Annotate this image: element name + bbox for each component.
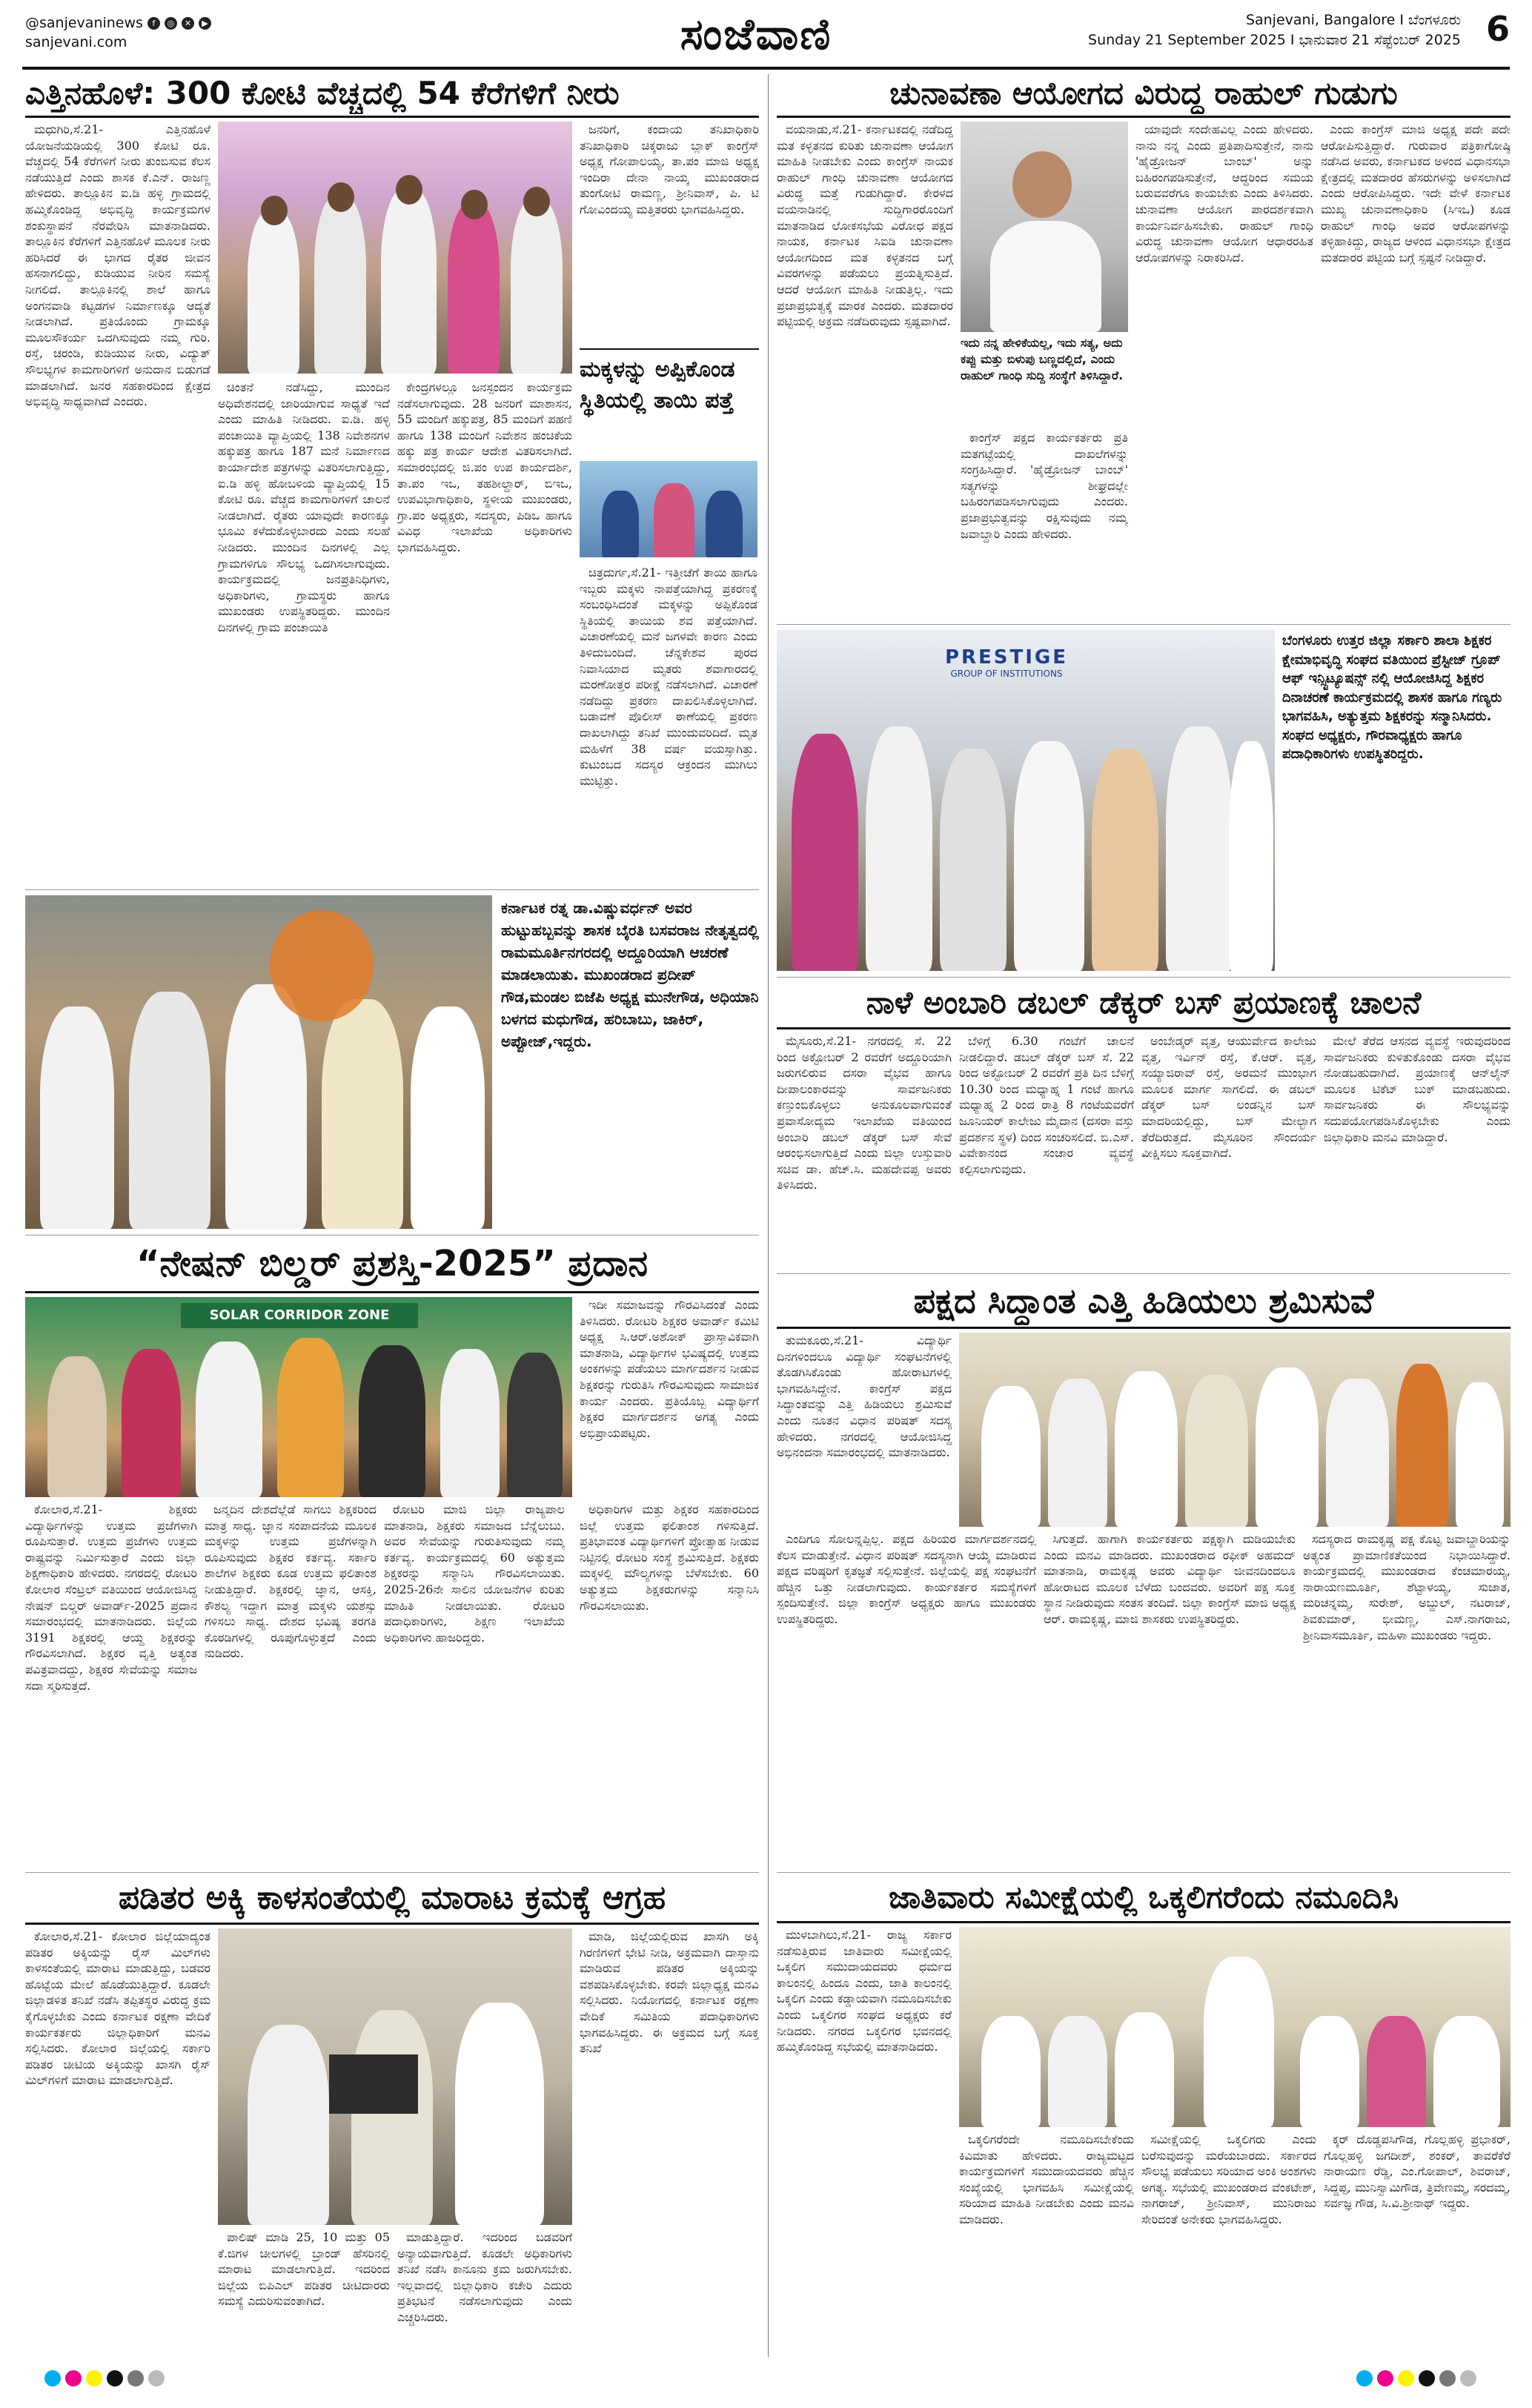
side-story-box	[580, 348, 759, 885]
article-col-caste-survey-4	[1324, 2132, 1511, 2358]
banner-line2: GROUP OF INSTITUTIONS	[950, 669, 1063, 679]
article-col-nation-builder-4	[580, 1502, 759, 1868]
youtube-icon[interactable]: ▶	[199, 17, 211, 30]
article-col-party-ideology-2	[1044, 1531, 1296, 1868]
article-headline-nation-builder: “ನೇಷನ್ ಬಿಲ್ಡರ್ ಪ್ರಶಸ್ತಿ-2025” ಪ್ರದಾನ	[136, 1243, 649, 1284]
photo-caption-birthday: ಕರ್ನಾಟಕ ರತ್ನ ಡಾ.ವಿಷ್ಣುವರ್ಧನ್ ಅವರ ಹುಟ್ಟುಹಬ್ಬವನ್ನು ಶಾಸಕ ಬೈರತಿ ಬಸವರಾಜ ನೇತೃತ್ವದಲ್ಲಿ ರಾಮಮೂರ್ತಿನಗರದಲ್ಲಿ ಅದ್ದೂರಿಯಾಗಿ ಆಚರಣೆ ಮಾಡಲಾಯಿತು. ಮುಖಂಡರಾದ ಪ್ರದೀಪ್ ಗೌಡ,ಮಂಡಲ ಬಿಜೆಪಿ ಅಧ್ಯಕ್ಷ ಮುನೇಗೌಡ, ಅಧಿಯಾನಿ ಬಳಗದ ಮಧುಗೌಡ, ಹರಿಬಾಬು, ಜಾಕಿರ್, ಅಪ್ಪೋಜ್,ಇದ್ದರು.	[501, 899, 759, 1050]
article-headline-party-ideology: ಪಕ್ಷದ ಸಿದ್ಧಾಂತ ಎತ್ತಿ ಹಿಡಿಯಲು ಶ್ರಮಿಸುವೆ	[913, 1281, 1374, 1321]
article-text: ಒಕ್ಕಲಿಗರೆಂದೇ ನಮೂದಿಸಬೇಕೆಂದು ಕಿವಿಮಾತು ಹೇಳಿದರು. ರಾಜ್ಯಮಟ್ಟದ ಕಾರ್ಯಕ್ರಮಗಳಿಗೆ ಸಮುದಾಯದವರು ಹೆಚ್ಚಿನ ಸಂಖ್ಯೆಯಲ್ಲಿ ಭಾಗವಹಿಸಿ ಸಮೀಕ್ಷೆಯಲ್ಲಿ ಸರಿಯಾದ ಮಾಹಿತಿ ನೀಡಬೇಕು ಎಂದು ಮನವಿ ಮಾಡಿದರು.	[959, 2132, 1134, 2226]
headline-rule	[777, 116, 1511, 118]
cyan-dot	[44, 2370, 61, 2387]
issue-date: Sunday 21 September 2025 I ಭಾನುವಾರ 21 ಸೆಪ್ಟೆಂಬರ್ 2025	[1088, 32, 1461, 48]
article-col-ration-rice-3	[397, 2229, 572, 2358]
article-text: ಸದಸ್ಯರಾದ ರಾಮಕೃಷ್ಣ ಪಕ್ಷ ಕೊಟ್ಟ ಜವಾಬ್ದಾರಿಯನ್ನು ಅತ್ಯಂತ ಪ್ರಾಮಾಣಿಕತೆಯಿಂದ ನಿಭಾಯಿಸಿದ್ದಾರೆ. ಕಾರ್ಯಕ್ರಮದಲ್ಲಿ ಮುಖಂಡರಾದ ಕೆಂಚಮಾರಯ್ಯ, ನಾರಾಯಣಮೂರ್ತಿ, ಶೆಟ್ಟಾಳಯ್ಯ, ಸುಜಾತ, ಮರಿಚನ್ನಮ್ಮ, ಸುರೇಶ್, ಅಬ್ದುಲ್, ನಟರಾಜ್, ಶಿವಕುಮಾರ್, ಭೀಮಣ್ಣ, ಎಸ್.ನಾಗರಾಜು, ಶ್ರೀನಿವಾಸಮೂರ್ತಿ, ಮಹಿಳಾ ಮುಖಂಡರು ಇದ್ದರು.	[1303, 1532, 1511, 1642]
social-handle: @sanjevaninews	[25, 15, 143, 31]
article-col-caste-survey-3	[1141, 2132, 1316, 2358]
side-story-title: ಮಕ್ಕಳನ್ನು ಅಪ್ಪಿಕೊಂಡ ಸ್ಥಿತಿಯಲ್ಲಿ ತಾಯಿ ಪತ್ತೆ	[580, 356, 735, 414]
color-registration-left	[44, 2370, 165, 2387]
website-link[interactable]: sanjevani.com	[25, 34, 127, 50]
photo-banner-text: SOLAR CORRIDOR ZONE	[181, 1303, 418, 1328]
article-col-double-decker-3	[1141, 1033, 1316, 1269]
article-text: ಪಾಲಿಷ್ ಮಾಡಿ 25, 10 ಮತ್ತು 05 ಕೆ.ಜಿಗಳ ಚೀಲಗಳಲ್ಲಿ ಬ್ರಾಂಡ್ ಹೆಸರಿನಲ್ಲಿ ಮಾರಾಟ ಮಾಡಲಾಗುತ್ತಿದೆ. ಇದರಿಂದ ಜಿಲ್ಲೆಯ ಬಿಪಿಎಲ್ ಪಡಿತರ ಚೀಟಿದಾರರು ಸಮಸ್ಯೆ ಎದುರಿಸುವಂತಾಗಿದೆ.	[218, 2230, 390, 2309]
article-text: ಎಂದು ಕಾಂಗ್ರೆಸ್ ಮಾಜಿ ಅಧ್ಯಕ್ಷ ಪದೇ ಪದೇ ಆರೋಪಿಸುತ್ತಿದ್ದಾರೆ. ಗುರುವಾರ ಪತ್ರಿಕಾಗೋಷ್ಠಿ ನಡೆಸಿದ ಅವರು, ಕರ್ನಾಟಕದ ಅಳಂದ ವಿಧಾನಸಭಾ ಕ್ಷೇತ್ರದಲ್ಲಿ ಮತದಾರರ ಹೆಸರುಗಳನ್ನು ಅಳಿಸಲಾಗಿದೆ ಎಂದು ಆರೋಪಿಸಿದ್ದರು. ಇದೇ ವೇಳೆ ಕರ್ನಾಟಕ ಮುಖ್ಯ ಚುನಾವಣಾಧಿಕಾರಿ (ಸಿಇಒ) ಕೂಡ ರಾಹುಲ್ ಗಾಂಧಿ ಅವರ ಆರೋಪಗಳನ್ನು ತಳ್ಳಿಹಾಕಿದ್ದು, ರಾಜ್ಯದ ಆಳಂದ ವಿಧಾನಸಭಾ ಕ್ಷೇತ್ರದ ಮತದಾರರ ಪಟ್ಟಿಯ ಬಗ್ಗೆ ಸ್ಪಷ್ಟನೆ ನೀಡಿದ್ದಾರೆ.	[1321, 122, 1511, 265]
article-col-ration-rice-4	[580, 1928, 759, 2358]
headline-rule	[25, 1923, 759, 1925]
article-photo-felicitation	[959, 1333, 1511, 1527]
article-text: ಇದೀ ಸಮಾಜವನ್ನು ಗೌರವಿಸಿದಂತೆ ಎಂದು ತಿಳಿಸಿದರು. ರೋಟರಿ ಶಿಕ್ಷಕರ ಅವಾರ್ಡ್ ಕಮಿಟಿ ಅಧ್ಯಕ್ಷ ಸಿ.ಆರ್.ಅಶೋಕ್ ಪ್ರಾಸ್ತಾವಿಕವಾಗಿ ಮಾತನಾಡಿ, ವಿದ್ಯಾರ್ಥಿಗಳ ಭವಿಷ್ಯದಲ್ಲಿ ಉತ್ತಮ ಅಂಕಗಳನ್ನು ಪಡೆಯಲು ಮಾರ್ಗದರ್ಶನ ನೀಡುವ ಶಿಕ್ಷಕರನ್ನು ಗುರುತಿಸಿ ಗೌರವಿಸುವುದು ಸಾಮಾಜಿಕ ಕಾರ್ಯ ಎಂದರು. ಪ್ರತಿಯೊಬ್ಬ ವಿದ್ಯಾರ್ಥಿಗೆ ಶಿಕ್ಷಕರ ಮಾರ್ಗದರ್ಶನ ಅಗತ್ಯ ಎಂದು ಅಭಿಪ್ರಾಯಪಟ್ಟರು.	[580, 1298, 759, 1440]
article-text: ಎಂದಿಗೂ ಸೋಲನ್ನಪ್ಪಿಲ್ಲ. ಪಕ್ಷದ ಹಿರಿಯರ ಮಾರ್ಗದರ್ಶನದಲ್ಲಿ ಕೆಲಸ ಮಾಡುತ್ತೇನೆ. ವಿಧಾನ ಪರಿಷತ್ ಸದಸ್ಯನಾಗಿ ಆಯ್ಕೆ ಮಾಡಿರುವ ಪಕ್ಷದ ವರಿಷ್ಠರಿಗೆ ಕೃತಜ್ಞತೆ ಸಲ್ಲಿಸುತ್ತೇನೆ. ಜಿಲ್ಲೆಯಲ್ಲಿ ಪಕ್ಷ ಸಂಘಟನೆಗೆ ಹೆಚ್ಚಿನ ಒತ್ತು ನೀಡಲಾಗುವುದು. ಕಾರ್ಯಕರ್ತರ ಸಮಸ್ಯೆಗಳಿಗೆ ಸ್ಪಂದಿಸುತ್ತೇನೆ. ಜಿಲ್ಲಾ ಕಾಂಗ್ರೆಸ್ ಅಧ್ಯಕ್ಷರು ಹಾಗೂ ಮುಖಂಡರು ಉಪಸ್ಥಿತರಿದ್ದರು.	[777, 1532, 1036, 1626]
edition-label: Sanjevani, Bangalore I ಬೆಂಗಳೂರು	[1245, 12, 1461, 28]
article-text: ರೋಟರಿ ಮಾಜಿ ಜಿಲ್ಲಾ ರಾಜ್ಯಪಾಲ ಮಾತನಾಡಿ, ಶಿಕ್ಷಕರು ಸಮಾಜದ ಬೆನ್ನೆಲುಬು. ಅವರ ಸೇವೆಯನ್ನು ಗುರುತಿಸುವುದು ನಮ್ಮ ಕರ್ತವ್ಯ. ಕಾರ್ಯಕ್ರಮದಲ್ಲಿ 60 ಅತ್ಯುತ್ತಮ ಶಿಕ್ಷಕರನ್ನು ಸನ್ಮಾನಿಸಿ ಗೌರವಿಸಲಾಯಿತು. 2025-26ನೇ ಸಾಲಿನ ಯೋಜನೆಗಳ ಕುರಿತು ಮಾಹಿತಿ ನೀಡಲಾಯಿತು. ರೋಟರಿ ಪದಾಧಿಕಾರಿಗಳು, ಶಿಕ್ಷಣ ಇಲಾಖೆಯ ಅಧಿಕಾರಿಗಳು ಹಾಜರಿದ್ದರು.	[384, 1502, 565, 1645]
article-col-double-decker-2	[959, 1033, 1134, 1269]
section-rule	[777, 1872, 1511, 1873]
article-text: ಸಿಗುತ್ತದೆ. ಹಾಗಾಗಿ ಕಾರ್ಯಕರ್ತರು ಪಕ್ಷಕ್ಕಾಗಿ ದುಡಿಯಬೇಕು ಎಂದು ಮನವಿ ಮಾಡಿದರು. ಮುಖಂಡರಾದ ರಫೀಕ್ ಅಹಮದ್ ಮಾತನಾಡಿ, ರಾಮಕೃಷ್ಣ ಅವರು ವಿದ್ಯಾರ್ಥಿ ಜೀವನದಿಂದಲೂ ಹೋರಾಟದ ಮೂಲಕ ಬೆಳೆದು ಬಂದವರು. ಅವರಿಗೆ ಪಕ್ಷ ಸೂಕ್ತ ಸ್ಥಾನ ನೀಡಿರುವುದು ಸಂತಸ ತಂದಿದೆ. ಜಿಲ್ಲಾ ಕಾಂಗ್ರೆಸ್ ಮಾಜಿ ಅಧ್ಯಕ್ಷ ಆರ್. ರಾಮಕೃಷ್ಣ, ಮಾಜಿ ಶಾಸಕರು ಉಪಸ್ಥಿತರಿದ್ದರು.	[1044, 1532, 1296, 1626]
headline-rule	[25, 1291, 759, 1293]
photo-caption-rahul: ಇದು ನನ್ನ ಹೇಳಿಕೆಯಲ್ಲ, ಇದು ಸತ್ಯ, ಅದು ಕಪ್ಪು ಮತ್ತು ಬಿಳುಪು ಬಣ್ಣದಲ್ಲಿದೆ, ಎಂದು ರಾಹುಲ್ ಗಾಂಧಿ ಸುದ್ದಿ ಸಂಸ್ಥೆಗೆ ತಿಳಿಸಿದ್ದಾರೆ.	[961, 336, 1124, 382]
article-photo-award	[25, 1297, 572, 1497]
gray-dot	[1439, 2370, 1456, 2387]
cyan-dot	[1356, 2370, 1373, 2387]
article-col-rahul-1	[777, 122, 953, 618]
magenta-dot	[1377, 2370, 1393, 2387]
article-text: ಕೋಲಾರ,ಸೆ.21- ಶಿಕ್ಷಕರು ವಿದ್ಯಾರ್ಥಿಗಳನ್ನು ಉತ್ತಮ ಪ್ರಜೆಗಳಾಗಿ ರೂಪಿಸುತ್ತಾರೆ. ಉತ್ತಮ ಪ್ರಜೆಗಳು ಉತ್ತಮ ರಾಷ್ಟ್ರವನ್ನು ನಿರ್ಮಿಸುತ್ತಾರೆ ಎಂದು ಜಿಲ್ಲಾ ಶಿಕ್ಷಣಾಧಿಕಾರಿ ಹೇಳಿದರು. ನಗರದಲ್ಲಿ ರೋಟರಿ ಕೋಲಾರ ಸೆಂಟ್ರಲ್ ವತಿಯಿಂದ ಆಯೋಜಿಸಿದ್ದ ನೇಷನ್ ಬಿಲ್ಡರ್ ಅವಾರ್ಡ್-2025 ಪ್ರದಾನ ಸಮಾರಂಭದಲ್ಲಿ ಮಾತನಾಡಿದರು. ಜಿಲ್ಲೆಯ 3191 ಶಿಕ್ಷಕರಲ್ಲಿ ಆಯ್ದ ಶಿಕ್ಷಕರನ್ನು ಗೌರವಿಸಲಾಗಿದೆ. ಶಿಕ್ಷಕರ ವೃತ್ತಿ ಅತ್ಯಂತ ಪವಿತ್ರವಾದದ್ದು, ಶಿಕ್ಷಕರ ಸೇವೆಯನ್ನು ಸಮಾಜ ಸದಾ ಸ್ಮರಿಸುತ್ತದೆ.	[25, 1502, 197, 1693]
header-rule	[22, 67, 1510, 70]
article-text: ಜನರಿಗೆ, ಕಂದಾಯ ತನಿಖಾಧಿಕಾರಿ ತನಿಖಾಧಿಕಾರಿ ಚಿಕ್ಕರಾಜು ಬ್ಲಾಕ್ ಕಾಂಗ್ರೆಸ್ ಅಧ್ಯಕ್ಷ ಗೋಪಾಲಯ್ಯ, ತಾ.ಪಂ ಮಾಜಿ ಅಧ್ಯಕ್ಷ ಇಂದಿರಾ ದೇನಾ ನಾಯ್ಕ ಮುಖಂಡರಾದ ತುಂಗೋಟಿ ರಾಮಣ್ಣ, ಶ್ರೀನಿವಾಸ್, ಪಿ. ಟಿ ಗೋವಿಂದಯ್ಯ ಮತ್ತಿತರರು ಭಾಗವಹಿಸಿದ್ದರು.	[580, 122, 759, 216]
article-text: ಮಾಡುತ್ತಿದ್ದಾರೆ. ಇದರಿಂದ ಬಡವರಿಗೆ ಅನ್ಯಾಯವಾಗುತ್ತಿದೆ. ಕೂಡಲೇ ಅಧಿಕಾರಿಗಳು ತನಿಖೆ ನಡೆಸಿ ಕಾನೂನು ಕ್ರಮ ಜರುಗಿಸಬೇಕು. ಇಲ್ಲವಾದಲ್ಲಿ ಜಿಲ್ಲಾಧಿಕಾರಿ ಕಚೇರಿ ಎದುರು ಪ್ರತಿಭಟನೆ ನಡೆಸಲಾಗುವುದು ಎಂದು ಎಚ್ಚರಿಸಿದರು.	[397, 2230, 572, 2324]
article-text: ಮೇಲೆ ತೆರೆದ ಆಸನದ ವ್ಯವಸ್ಥೆ ಇರುವುದರಿಂದ ಸಾರ್ವಜನಿಕರು ಕುಳಿತುಕೊಂಡು ದಸರಾ ವೈಭವ ನೋಡಬಹುದಾಗಿದೆ. ಪ್ರಯಾಣಕ್ಕೆ ಆನ್‌ಲೈನ್ ಮೂಲಕ ಟಿಕೆಟ್ ಬುಕ್ ಮಾಡಬಹುದು. ಸಾರ್ವಜನಿಕರು ಈ ಸೌಲಭ್ಯವನ್ನು ಸದುಪಯೋಗಪಡಿಸಿಕೊಳ್ಳಬೇಕು ಎಂದು ಜಿಲ್ಲಾಧಿಕಾರಿ ಮನವಿ ಮಾಡಿದ್ದಾರೆ.	[1324, 1034, 1511, 1144]
article-text: ಕೇಂದ್ರಗಳಲ್ಲೂ ಜನಸ್ಪಂದನ ಕಾರ್ಯಕ್ರಮ ನಡೆಸಲಾಗುವುದು. 28 ಜನರಿಗೆ ಮಾಶಾಸನ, 55 ಮಂದಿಗೆ ಹಕ್ಕುಪತ್ರ, 85 ಮಂದಿಗೆ ಪಹಣಿ ಹಾಗೂ 138 ಮಂದಿಗೆ ನಿವೇಶನ ಹಂಚಿಕೆಯ ಹಕ್ಕು ಪತ್ರ ಕಾರ್ಯ ಆದೇಶ ವಿತರಿಸಲಾಗಿದೆ. ಸಮಾರಂಭದಲ್ಲಿ ಜಿ.ಪಂ ಉಪ ಕಾರ್ಯದರ್ಶಿ, ತಾ.ಪಂ ಇಒ, ತಹಶೀಲ್ದಾರ್, ಬಿಇಒ, ಉಪವಿಭಾಗಾಧಿಕಾರಿ, ಸ್ಥಳೀಯ ಮುಖಂಡರು, ಗ್ರಾ.ಪಂ ಅಧ್ಯಕ್ಷರು, ಸದಸ್ಯರು, ಪಿಡಿಒ ಹಾಗೂ ವಿವಿಧ ಇಲಾಖೆಯ ಅಧಿಕಾರಿಗಳು ಭಾಗವಹಿಸಿದ್ದರು.	[397, 380, 572, 554]
article-col-ettinahole-3	[397, 379, 572, 883]
masthead-logo: ಸಂಜೆವಾಣಿ	[680, 9, 832, 59]
side-story-photo	[580, 461, 757, 557]
article-text: ಸಮೀಕ್ಷೆಯಲ್ಲಿ ಒಕ್ಕಲಿಗರು ಎಂದು ಬರೆಸುವುದನ್ನು ಮರೆಯಬಾರದು. ಸರ್ಕಾರದ ಸೌಲಭ್ಯ ಪಡೆಯಲು ಸರಿಯಾದ ಅಂಕಿ ಅಂಶಗಳು ಅಗತ್ಯ. ಸಭೆಯಲ್ಲಿ ಮುಖಂಡರಾದ ವೆಂಕಟೇಶ್, ನಾಗರಾಜ್, ಶ್ರೀನಿವಾಸ್, ಮುನಿರಾಜು ಸೇರಿದಂತೆ ಅನೇಕರು ಭಾಗವಹಿಸಿದ್ದರು.	[1141, 2132, 1316, 2226]
article-text: ಚಿಂತನೆ ನಡೆಸಿದ್ದು, ಮುಂದಿನ ಅಧಿವೇಶನದಲ್ಲಿ ಜಾರಿಯಾಗುವ ಸಾಧ್ಯತೆ ಇದೆ ಎಂದು ಮಾಹಿತಿ ನೀಡಿದರು. ಐ.ಡಿ. ಹಳ್ಳಿ ಪಂಚಾಯಿತಿ ವ್ಯಾಪ್ತಿಯಲ್ಲಿ 138 ನಿವೇಶನಗಳ ಹಕ್ಕುಪತ್ರ ಹಾಗೂ 187 ಮನೆ ನಿರ್ಮಾಣದ ಕಾರ್ಯಾದೇಶ ಪತ್ರಗಳನ್ನು ವಿತರಿಸಲಾಗುತ್ತಿದ್ದು, ಐ.ಡಿ ಹಳ್ಳಿ ಹೋಬಳಿಯ ವ್ಯಾಪ್ತಿಯಲ್ಲಿ 15 ಕೋಟಿ ರೂ. ವೆಚ್ಚದ ಕಾಮಗಾರಿಗಳಿಗೆ ಚಾಲನೆ ನೀಡಲಾಗಿದೆ. ರೈತರು ಯಾವುದೇ ಕಾರಣಕ್ಕೂ ಭೂಮಿ ಕಳೆದುಕೊಳ್ಳಬಾರದು ಎಂದು ಸಲಹೆ ನೀಡಿದರು. ಮುಂದಿನ ದಿನಗಳಲ್ಲಿ ಎಲ್ಲ ಗ್ರಾಮಗಳಿಗೂ ಸೌಲಭ್ಯ ಒದಗಿಸಲಾಗುವುದು. ಕಾರ್ಯಕ್ರಮದಲ್ಲಿ ಜನಪ್ರತಿನಿಧಿಗಳು, ಅಧಿಕಾರಿಗಳು, ಗ್ರಾಮಸ್ಥರು ಹಾಗೂ ಮುಖಂಡರು ಉಪಸ್ಥಿತರಿದ್ದರು. ಮುಂದಿನ ದಿನಗಳಲ್ಲಿ ಗ್ರಾಮ ಪಂಚಾಯಿತಿ	[218, 380, 390, 634]
article-text: ಕೋಲಾರ,ಸೆ.21- ಕೋಲಾರ ಜಿಲ್ಲೆಯಾದ್ಯಂತ ಪಡಿತರ ಅಕ್ಕಿಯನ್ನು ರೈಸ್ ಮಿಲ್‌ಗಳು ಕಾಳಸಂತೆಯಲ್ಲಿ ಮಾರಾಟ ಮಾಡುತ್ತಿದ್ದು, ಬಡವರ ಹೊಟ್ಟೆಯ ಮೇಲೆ ಹೊಡೆಯುತ್ತಿದ್ದಾರೆ. ಕೂಡಲೇ ಜಿಲ್ಲಾಡಳಿತ ತನಿಖೆ ನಡೆಸಿ ತಪ್ಪಿತಸ್ಥರ ವಿರುದ್ಧ ಕ್ರಮ ಕೈಗೊಳ್ಳಬೇಕು ಎಂದು ಕರ್ನಾಟಕ ರಕ್ಷಣಾ ವೇದಿಕೆ ಕಾರ್ಯಕರ್ತರು ಜಿಲ್ಲಾಧಿಕಾರಿಗೆ ಮನವಿ ಸಲ್ಲಿಸಿದರು. ಕೋಲಾರ ಜಿಲ್ಲೆಯಲ್ಲಿ ಸರ್ಕಾರಿ ಪಡಿತರ ಚೀಟಿಯ ಅಕ್ಕಿಯನ್ನು ಖಾಸಗಿ ರೈಸ್ ಮಿಲ್‌ಗಳಿಗೆ ಮಾರಾಟ ಮಾಡಲಾಗುತ್ತಿದೆ.	[25, 1929, 210, 2088]
section-rule	[25, 1872, 759, 1873]
article-headline-caste-survey: ಜಾತಿವಾರು ಸಮೀಕ್ಷೆಯಲ್ಲಿ ಒಕ್ಕಲಿಗರೆಂದು ನಮೂದಿಸಿ	[888, 1879, 1399, 1915]
article-headline-double-decker: ನಾಳೆ ಅಂಬಾರಿ ಡಬಲ್ ಡೆಕ್ಕರ್ ಬಸ್ ಪ್ರಯಾಣಕ್ಕೆ ಚಾಲನೆ	[866, 984, 1422, 1021]
photo-prestige-event	[777, 630, 1275, 971]
headline-rule	[25, 116, 759, 118]
headline-rule	[777, 1327, 1511, 1329]
article-col-caste-survey-1	[777, 1927, 952, 2358]
instagram-icon[interactable]: ◎	[165, 17, 177, 30]
lightgray-dot	[148, 2370, 165, 2387]
section-rule	[777, 977, 1511, 978]
yellow-dot	[86, 2370, 102, 2387]
article-col-ettinahole-2	[218, 379, 390, 883]
section-rule	[25, 889, 759, 890]
lightgray-dot	[1460, 2370, 1476, 2387]
article-text: ಮೈಸೂರು,ಸೆ.21- ನಗರದಲ್ಲಿ ಸೆ. 22 ರಿಂದ ಅಕ್ಟೋಬರ್ 2 ರವರೆಗೆ ಅದ್ದೂರಿಯಾಗಿ ಜರುಗಲಿರುವ ದಸರಾ ವೈಭವ ಹಾಗೂ ದೀಪಾಲಂಕಾರವನ್ನು ಸಾರ್ವಜನಿಕರು ಕಣ್ತುಂಬಿಕೊಳ್ಳಲು ಅನುಕೂಲವಾಗುವಂತೆ ಪ್ರವಾಸೋದ್ಯಮ ಇಲಾಖೆಯ ವತಿಯಿಂದ ಅಂಬಾರಿ ಡಬಲ್ ಡೆಕ್ಕರ್ ಬಸ್ ಸೇವೆ ಆರಂಭಿಸಲಾಗುತ್ತಿದೆ ಎಂದು ಜಿಲ್ಲಾ ಉಸ್ತುವಾರಿ ಸಚಿವ ಡಾ. ಹೆಚ್.ಸಿ. ಮಹದೇವಪ್ಪ ಅವರು ತಿಳಿಸಿದರು.	[777, 1034, 952, 1193]
article-col-rahul-3	[1135, 122, 1313, 618]
article-photo-ceremony	[218, 122, 572, 374]
article-photo-community-meeting	[959, 1927, 1511, 2127]
article-text: ಮಧುಗಿರಿ,ಸೆ.21- ಎತ್ತಿನಹೊಳೆ ಯೋಜನೆಯಡಿಯಲ್ಲಿ 300 ಕೋಟಿ ರೂ. ವೆಚ್ಚದಲ್ಲಿ 54 ಕೆರೆಗಳಿಗೆ ನೀರು ತುಂಬಿಸುವ ಕೆಲಸ ನಡೆಯುತ್ತಿದೆ ಎಂದು ಶಾಸಕ ಕೆ.ಎನ್. ರಾಜಣ್ಣ ಹೇಳಿದರು. ತಾಲ್ಲೂಕಿನ ಐ.ಡಿ ಹಳ್ಳಿ ಗ್ರಾಮದಲ್ಲಿ ಹಮ್ಮಿಕೊಂಡಿದ್ದ ಅಭಿವೃದ್ಧಿ ಕಾರ್ಯಕ್ರಮಗಳ ಶಂಕುಸ್ಥಾಪನೆ ನೆರವೇರಿಸಿ ಮಾತನಾಡಿದರು. ತಾಲ್ಲೂಕಿನ ಕೆರೆಗಳಿಗೆ ಎತ್ತಿನಹೊಳೆ ಮೂಲಕ ನೀರು ಹರಿಸಿದರೆ ಈ ಭಾಗದ ರೈತರ ಜೀವನ ಹಸನಾಗಲಿದ್ದು, ಕುಡಿಯುವ ನೀರಿನ ಸಮಸ್ಯೆ ನೀಗಲಿದೆ. ತಾಲ್ಲೂಕಿನಲ್ಲಿ ಶಾಲೆ ಹಾಗೂ ಅಂಗನವಾಡಿ ಕಟ್ಟಡಗಳ ನಿರ್ಮಾಣಕ್ಕೂ ಆದ್ಯತೆ ನೀಡಲಾಗಿದೆ. ಪ್ರತಿಯೊಂದು ಗ್ರಾಮಕ್ಕೂ ಮೂಲಸೌಕರ್ಯ ಒದಗಿಸುವುದು ನಮ್ಮ ಗುರಿ. ರಸ್ತೆ, ಚರಂಡಿ, ಕುಡಿಯುವ ನೀರು, ವಿದ್ಯುತ್ ಸೌಲಭ್ಯಗಳ ಕಾಮಗಾರಿಗಳಿಗೆ ಅನುದಾನ ಬಿಡುಗಡೆ ಮಾಡಲಾಗಿದೆ. ಜನರ ಸಹಕಾರದಿಂದ ಕ್ಷೇತ್ರದ ಅಭಿವೃದ್ಧಿ ಸಾಧ್ಯವಾಗಿದೆ ಎಂದರು.	[25, 122, 210, 409]
article-col-nation-builder-3	[384, 1502, 565, 1868]
article-text: ವಯನಾಡು,ಸೆ.21- ಕರ್ನಾಟಕದಲ್ಲಿ ನಡೆದಿದ್ದ ಮತ ಕಳ್ಳತನದ ಕುರಿತು ಚುನಾವಣಾ ಆಯೋಗ ಮಾಹಿತಿ ನೀಡಬೇಕು ಎಂದು ಕಾಂಗ್ರೆಸ್ ನಾಯಕ ರಾಹುಲ್ ಗಾಂಧಿ ಚುನಾವಣಾ ಆಯೋಗದ ವಿರುದ್ಧ ಮತ್ತೆ ಗುಡುಗಿದ್ದಾರೆ. ಕೇರಳದ ವಯನಾಡಿನಲ್ಲಿ ಸುದ್ದಿಗಾರರೊಂದಿಗೆ ಮಾತನಾಡಿದ ಲೋಕಸಭೆಯ ವಿರೋಧ ಪಕ್ಷದ ನಾಯಕ, ಕರ್ನಾಟಕ ಸಿಐಡಿ ಚುನಾವಣಾ ಆಯೋಗದಿಂದ ಮತ ಕಳ್ಳತನದ ಬಗ್ಗೆ ವಿವರಗಳನ್ನು ಪಡೆಯಲು ಪ್ರಯತ್ನಿಸುತ್ತಿದೆ. ಆದರೆ ಆಯೋಗ ಮಾಹಿತಿ ನೀಡುತ್ತಿಲ್ಲ. ಇದು ಪ್ರಜಾಪ್ರಭುತ್ವಕ್ಕೆ ಮಾರಕ ಎಂದರು. ಮತದಾರರ ಪಟ್ಟಿಯಲ್ಲಿ ಅಕ್ರಮ ನಡೆದಿರುವುದು ಸ್ಪಷ್ಟವಾಗಿದೆ.	[777, 122, 953, 329]
article-col-ration-rice-1	[25, 1928, 210, 2358]
article-text: ಕ್ಕರ್ ದೊಡ್ಡಪಸಿಗೌಡ, ಗೊಲ್ಲಹಳ್ಳಿ ಪ್ರಭಾಕರ್, ಗೊಲ್ಲಹಳ್ಳಿ ಜಗದೀಶ್, ಶಂಕರ್, ತಾವರೆಕೆರೆ ನಾರಾಯಣ ರೆಡ್ಡಿ, ಎಂ.ಗೋಪಾಲ್, ಶಿವರಾಜ್, ಸಿದ್ದಪ್ಪ, ಮುನಿಸ್ವಾಮಿಗೌಡ, ತ್ರಿವೇಣಮ್ಮ, ಸರದಮ್ಮ, ಸರ್ವಜ್ಞ ಗೌಡ, ಸಿ.ವಿ.ಶ್ರೀನಾಥ್ ಇದ್ದರು.	[1324, 2132, 1511, 2211]
article-col-party-ideology-1	[777, 1531, 1036, 1868]
article-col-rahul-4	[1321, 122, 1511, 618]
article-col-caste-survey-2	[959, 2132, 1134, 2358]
article-photo-rahul	[961, 122, 1128, 332]
article-photo-memorandum	[218, 1928, 572, 2225]
article-col-nation-builder-2	[205, 1502, 377, 1868]
article-text: ತುಮಕೂರು,ಸೆ.21- ವಿದ್ಯಾರ್ಥಿ ದಿನಗಳಿಂದಲೂ ವಿದ್ಯಾರ್ಥಿ ಸಂಘಟನೆಗಳಲ್ಲಿ ತೊಡಗಿಸಿಕೊಂಡು ಹೋರಾಟಗಳಲ್ಲಿ ಭಾಗವಹಿಸಿದ್ದೇನೆ. ಕಾಂಗ್ರೆಸ್ ಪಕ್ಷದ ಸಿದ್ಧಾಂತವನ್ನು ಎತ್ತಿ ಹಿಡಿಯಲು ಶ್ರಮಿಸುವೆ ಎಂದು ನೂತನ ವಿಧಾನ ಪರಿಷತ್ ಸದಸ್ಯ ಹೇಳಿದರು. ನಗರದಲ್ಲಿ ಆಯೋಜಿಸಿದ್ದ ಅಭಿನಂದನಾ ಸಮಾರಂಭದಲ್ಲಿ ಮಾತನಾಡಿದರು.	[777, 1333, 952, 1460]
article-headline-rahul: ಚುನಾವಣಾ ಆಯೋಗದ ವಿರುದ್ಧ ರಾಹುಲ್ ಗುಡುಗು	[889, 75, 1398, 111]
black-dot	[1419, 2370, 1435, 2387]
facebook-icon[interactable]: f	[147, 17, 160, 30]
page-number: 6	[1485, 9, 1510, 49]
page-divider	[768, 74, 769, 2357]
yellow-dot	[1398, 2370, 1414, 2387]
article-text: ಯಾವುದೇ ಸಂದೇಹವಿಲ್ಲ ಎಂದು ಹೇಳಿದರು. ನಾನು ನನ್ನ ಎಂದು ಪ್ರತಿಪಾದಿಸುತ್ತೇನೆ, ನಾನು 'ಹೈಡ್ರೋಜನ್ ಬಾಂಬ್' ಅನ್ನು ಬಹಿರಂಗಪಡಿಸುತ್ತೇನೆ, ಆದ್ದರಿಂದ ಸಮಯ ಬರುವವರೆಗೂ ಕಾಯಬೇಕು ಎಂದು ತಿಳಿಸಿದರು. ಚುನಾವಣಾ ಆಯೋಗ ಪಾರದರ್ಶಕವಾಗಿ ಕಾರ್ಯನಿರ್ವಹಿಸಬೇಕು. ರಾಹುಲ್ ಗಾಂಧಿ ವಿರುದ್ಧ ಚುನಾವಣಾ ಆಯೋಗ ಆಧಾರರಹಿತ ಆರೋಪಗಳನ್ನು ನಿರಾಕರಿಸಿದೆ.	[1135, 122, 1313, 265]
article-col-nation-builder-1	[25, 1502, 197, 1868]
banner-line1: PRESTIGE	[944, 646, 1069, 669]
article-col-double-decker-4	[1324, 1033, 1511, 1269]
article-headline-ration-rice: ಪಡಿತರ ಅಕ್ಕಿ ಕಾಳಸಂತೆಯಲ್ಲಿ ಮಾರಾಟ ಕ್ರಮಕ್ಕೆ ಆಗ್ರಹ	[118, 1879, 666, 1917]
side-story-text	[580, 565, 757, 885]
article-headline-ettinahole: ಎತ್ತಿನಹೊಳೆ: 300 ಕೋಟಿ ವೆಚ್ಚದಲ್ಲಿ 54 ಕೆರೆಗಳಿಗೆ ನೀರು	[25, 75, 620, 111]
article-col-double-decker-1	[777, 1033, 952, 1269]
photo-birthday-celebration	[25, 895, 492, 1229]
article-col-party-ideology-top	[777, 1333, 952, 1524]
headline-rule	[777, 1027, 1511, 1029]
article-col-ettinahole-4	[580, 122, 759, 344]
prestige-banner	[910, 646, 1103, 679]
gray-dot	[127, 2370, 144, 2387]
article-text: ಅಂಬೇಡ್ಕರ್ ವೃತ್ತ, ಆಯುರ್ವೇದ ಕಾಲೇಜು ವೃತ್ತ, ಇರ್ವಿನ್ ರಸ್ತೆ, ಕೆ.ಆರ್. ವೃತ್ತ, ಸಯ್ಯಾಜಿರಾವ್ ರಸ್ತೆ, ಅರಮನೆ ಮುಂಭಾಗ ಮೂಲಕ ಮಾರ್ಗ ಸಾಗಲಿದೆ. ಈ ಡಬಲ್ ಡೆಕ್ಕರ್ ಬಸ್ ಲಂಡನ್ನಿನ ಬಸ್ ಮಾದರಿಯಲ್ಲಿದ್ದು, ಬಸ್ ಮೇಲ್ಭಾಗ ತೆರೆದಿರುತ್ತದೆ. ಮೈಸೂರಿನ ಸೌಂದರ್ಯ ವೀಕ್ಷಿಸಲು ಸೂಕ್ತವಾಗಿದೆ.	[1141, 1034, 1316, 1161]
header-edition-info	[1088, 10, 1461, 50]
photo-caption-prestige: ಬೆಂಗಳೂರು ಉತ್ತರ ಜಿಲ್ಲಾ ಸರ್ಕಾರಿ ಶಾಲಾ ಶಿಕ್ಷಕರ ಕ್ಷೇಮಾಭಿವೃದ್ಧಿ ಸಂಘದ ವತಿಯಿಂದ ಪ್ರೆಸ್ಟೀಜ್ ಗ್ರೂಪ್ ಆಫ್ ಇನ್ಸ್ಟಿಟ್ಯೂಷನ್ಸ್ ನಲ್ಲಿ ಆಯೋಜಿಸಿದ್ದ ಶಿಕ್ಷಕರ ದಿನಾಚರಣೆ ಕಾರ್ಯಕ್ರಮದಲ್ಲಿ ಶಾಸಕ ಹಾಗೂ ಗಣ್ಯರು ಭಾಗವಹಿಸಿ, ಅತ್ಯುತ್ತಮ ಶಿಕ್ಷಕರನ್ನು ಸನ್ಮಾನಿಸಿದರು. ಸಂಘದ ಅಧ್ಯಕ್ಷರು, ಗೌರವಾಧ್ಯಕ್ಷರು ಹಾಗೂ ಪದಾಧಿಕಾರಿಗಳು ಉಪಸ್ಥಿತರಿದ್ದರು.	[1282, 633, 1502, 762]
article-text: ಜನ್ಮದಿನ ದೇಶದೆಲ್ಲೆಡೆ ಸಾಗಲು ಶಿಕ್ಷಕರಿಂದ ಮಾತ್ರ ಸಾಧ್ಯ. ಜ್ಞಾನ ಸಂಪಾದನೆಯ ಮೂಲಕ ಮಕ್ಕಳನ್ನು ಉತ್ತಮ ಪ್ರಜೆಗಳನ್ನಾಗಿ ರೂಪಿಸುವುದು ಶಿಕ್ಷಕರ ಕರ್ತವ್ಯ. ಸರ್ಕಾರಿ ಶಾಲೆಗಳ ಶಿಕ್ಷಕರು ಕೂಡ ಉತ್ತಮ ಫಲಿತಾಂಶ ನೀಡುತ್ತಿದ್ದಾರೆ. ಶಿಕ್ಷಕರಲ್ಲಿ ಜ್ಞಾನ, ಆಸಕ್ತಿ, ಕೌಶಲ್ಯ ಇದ್ದಾಗ ಮಾತ್ರ ಮಕ್ಕಳು ಯಶಸ್ಸು ಗಳಿಸಲು ಸಾಧ್ಯ. ದೇಶದ ಭವಿಷ್ಯ ತರಗತಿ ಕೊಠಡಿಗಳಲ್ಲಿ ರೂಪುಗೊಳ್ಳುತ್ತದೆ ಎಂದು ನುಡಿದರು.	[205, 1502, 377, 1661]
article-col-party-ideology-3	[1303, 1531, 1511, 1868]
section-rule	[777, 1273, 1511, 1274]
article-text: ಅಧಿಕಾರಿಗಳ ಮತ್ತು ಶಿಕ್ಷಕರ ಸಹಕಾರದಿಂದ ಜಿಲ್ಲೆ ಉತ್ತಮ ಫಲಿತಾಂಶ ಗಳಿಸುತ್ತಿದೆ. ಪ್ರತಿಭಾವಂತ ವಿದ್ಯಾರ್ಥಿಗಳಿಗೆ ಪ್ರೋತ್ಸಾಹ ನೀಡುವ ನಿಟ್ಟಿನಲ್ಲಿ ರೋಟರಿ ಸಂಸ್ಥೆ ಶ್ರಮಿಸುತ್ತಿದೆ. ಶಿಕ್ಷಕರು ಮಕ್ಕಳಲ್ಲಿ ಮೌಲ್ಯಗಳನ್ನು ಬೆಳೆಸಬೇಕು. 60 ಅತ್ಯುತ್ತಮ ಶಿಕ್ಷಕರುಗಳನ್ನು ಸನ್ಮಾನಿಸಿ ಗೌರವಿಸಲಾಯಿತು.	[580, 1502, 759, 1613]
article-text: ಮುಳಬಾಗಿಲು,ಸೆ.21- ರಾಜ್ಯ ಸರ್ಕಾರ ನಡೆಸುತ್ತಿರುವ ಜಾತಿವಾರು ಸಮೀಕ್ಷೆಯಲ್ಲಿ ಒಕ್ಕಲಿಗ ಸಮುದಾಯದವರು ಧರ್ಮದ ಕಾಲಂನಲ್ಲಿ ಹಿಂದೂ ಎಂದು, ಜಾತಿ ಕಾಲಂನಲ್ಲಿ ಒಕ್ಕಲಿಗ ಎಂದು ಕಡ್ಡಾಯವಾಗಿ ನಮೂದಿಸಬೇಕು ಎಂದು ಒಕ್ಕಲಿಗರ ಸಂಘದ ಅಧ್ಯಕ್ಷರು ಕರೆ ನೀಡಿದರು. ನಗರದ ಒಕ್ಕಲಿಗರ ಭವನದಲ್ಲಿ ಹಮ್ಮಿಕೊಂಡಿದ್ದ ಸಭೆಯಲ್ಲಿ ಮಾತನಾಡಿದರು.	[777, 1928, 952, 2054]
article-col-nation-builder-top	[580, 1297, 759, 1497]
article-text: ಬೆಳಿಗ್ಗೆ 6.30 ಗಂಟೆಗೆ ಚಾಲನೆ ನೀಡಲಿದ್ದಾರೆ. ಡಬಲ್ ಡೆಕ್ಕರ್ ಬಸ್ ಸೆ. 22 ರಿಂದ ಅಕ್ಟೋಬರ್ 2 ರವರೆಗೆ ಪ್ರತಿ ದಿನ ಬೆಳಿಗ್ಗೆ 10.30 ರಿಂದ ಮಧ್ಯಾಹ್ನ 1 ಗಂಟೆ ಹಾಗೂ ಮಧ್ಯಾಹ್ನ 2 ರಿಂದ ರಾತ್ರಿ 8 ಗಂಟೆಯವರೆಗೆ ಜೂನಿಯರ್ ಕಾಲೇಜು ಮೈದಾನ (ದಸರಾ ವಸ್ತು ಪ್ರದರ್ಶನ ಸ್ಥಳ) ದಿಂದ ಸಂಚರಿಸಲಿದೆ. ಬಿ.ಎಸ್. ವಿವೇಕಾನಂದ ಸಂಚಾರ ವ್ಯವಸ್ಥೆ ಕಲ್ಪಿಸಲಾಗುವುದು.	[959, 1034, 1134, 1176]
x-icon[interactable]: ✕	[182, 17, 194, 30]
article-text: ಚಿತ್ರದುರ್ಗ,ಸೆ.21- ಇತ್ತೀಚೆಗೆ ತಾಯಿ ಹಾಗೂ ಇಬ್ಬರು ಮಕ್ಕಳು ನಾಪತ್ತೆಯಾಗಿದ್ದ ಪ್ರಕರಣಕ್ಕೆ ಸಂಬಂಧಿಸಿದಂತೆ ಮಕ್ಕಳನ್ನು ಅಪ್ಪಿಕೊಂಡ ಸ್ಥಿತಿಯಲ್ಲಿ ತಾಯಿಯ ಶವ ಪತ್ತೆಯಾಗಿದೆ. ವಿಚಾರಣೆಯಲ್ಲಿ ಮನೆ ಜಗಳವೇ ಕಾರಣ ಎಂದು ತಿಳಿದುಬಂದಿದೆ. ಚೆನ್ನಕೇಶವ ಪುರದ ನಿವಾಸಿಯಾದ ಮೃತರು ಶವಾಗಾರದಲ್ಲಿ ಮರಣೋತ್ತರ ಪರೀಕ್ಷೆ ನಡೆಸಲಾಗಿದೆ. ವಿಚಾರಣೆ ನಡೆದಿದ್ದು ಪ್ರಕರಣ ದಾಖಲಿಸಿಕೊಳ್ಳಲಾಗಿದೆ. ಬಡಾವಣೆ ಪೊಲೀಸ್ ಠಾಣೆಯಲ್ಲಿ ಪ್ರಕರಣ ದಾಖಲಾಗಿದ್ದು ತನಿಖೆ ಮುಂದುವರಿದಿದೆ. ಮೃತ ಮಹಿಳೆಗೆ 38 ವರ್ಷ ವಯಸ್ಸಾಗಿತ್ತು. ಕುಟುಂಬದ ಸದಸ್ಯರ ಆಕ್ರಂದನ ಮುಗಿಲು ಮುಟ್ಟಿತ್ತು.	[580, 565, 757, 788]
color-registration-right	[1356, 2370, 1476, 2387]
article-col-ettinahole-1	[25, 122, 210, 885]
black-dot	[107, 2370, 123, 2387]
article-text: ಕಾಂಗ್ರೆಸ್ ಪಕ್ಷದ ಕಾರ್ಯಕರ್ತರು ಪ್ರತಿ ಮತಗಟ್ಟೆಯಲ್ಲಿ ದಾಖಲೆಗಳನ್ನು ಸಂಗ್ರಹಿಸಿದ್ದಾರೆ. 'ಹೈಡ್ರೋಜನ್ ಬಾಂಬ್' ಸತ್ಯಗಳನ್ನು ಶೀಘ್ರದಲ್ಲೇ ಬಹಿರಂಗಪಡಿಸಲಾಗುವುದು ಎಂದರು. ಪ್ರಜಾಪ್ರಭುತ್ವವನ್ನು ರಕ್ಷಿಸುವುದು ನಮ್ಮ ಜವಾಬ್ದಾರಿ ಎಂದು ಹೇಳಿದರು.	[961, 431, 1128, 541]
article-col-ration-rice-2	[218, 2229, 390, 2358]
article-col-rahul-2	[961, 430, 1128, 618]
section-rule	[777, 624, 1511, 625]
article-text: ಮಾಡಿ, ಜಿಲ್ಲೆಯಲ್ಲಿರುವ ಖಾಸಗಿ ಅಕ್ಕಿ ಗಿರಣಿಗಳಿಗೆ ಭೇಟಿ ನೀಡಿ, ಅಕ್ರಮವಾಗಿ ದಾಸ್ತಾನು ಮಾಡಿರುವ ಪಡಿತರ ಅಕ್ಕಿಯನ್ನು ವಶಪಡಿಸಿಕೊಳ್ಳಬೇಕು. ಕರವೇ ಜಿಲ್ಲಾಧ್ಯಕ್ಷ ಮನವಿ ಸಲ್ಲಿಸಿದರು. ನಿಯೋಗದಲ್ಲಿ ಕರ್ನಾಟಕ ರಕ್ಷಣಾ ವೇದಿಕೆ ಸಮಿತಿಯ ಪದಾಧಿಕಾರಿಗಳು ಭಾಗವಹಿಸಿದ್ದರು. ಈ ಅಕ್ರಮದ ಬಗ್ಗೆ ಸೂಕ್ತ ತನಿಖೆ	[580, 1929, 759, 2056]
magenta-dot	[65, 2370, 82, 2387]
headline-rule	[777, 1921, 1511, 1923]
header-social	[25, 13, 211, 52]
